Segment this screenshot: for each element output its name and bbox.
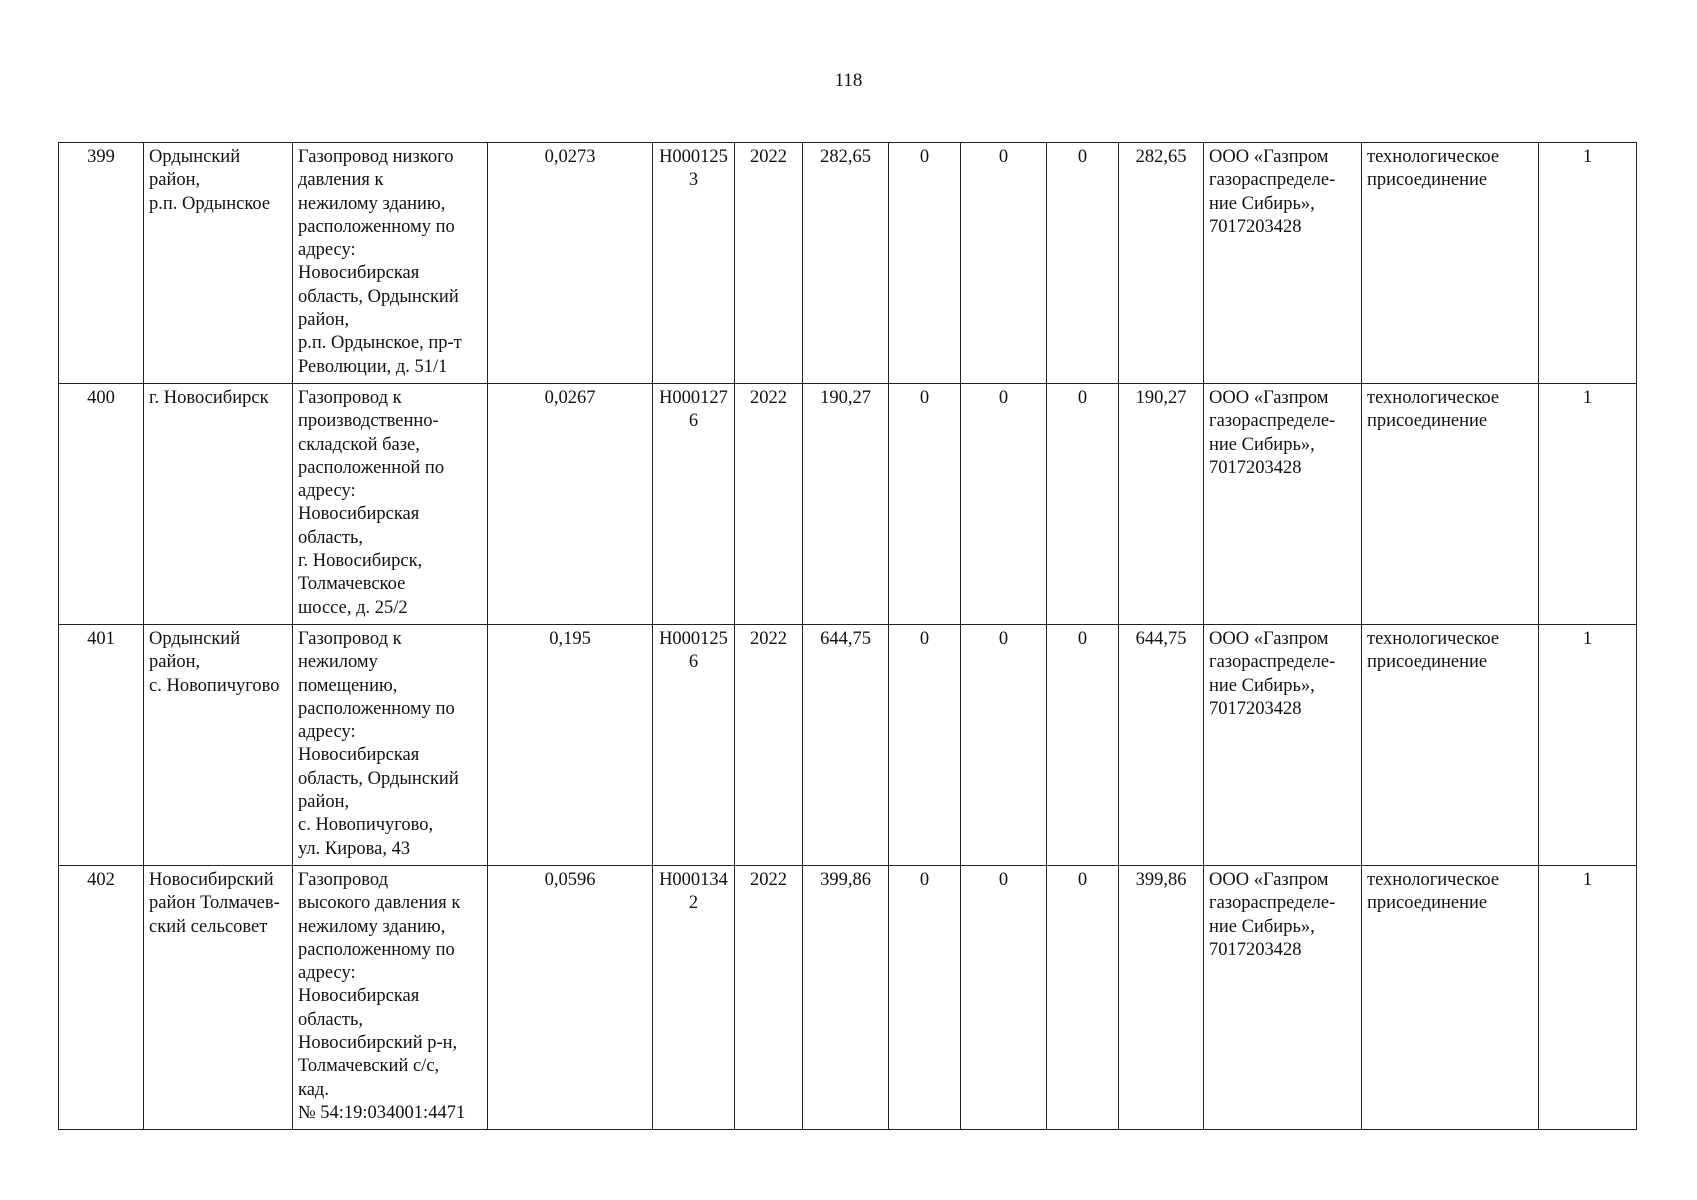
district-text: Новосибирский район Толмачев- ский сельсовет: [149, 869, 280, 937]
count-cell: 1: [1539, 143, 1637, 384]
object-cell: [293, 383, 488, 624]
object-text: Газопровод к нежилому помещению, расположенному по адресу: Новосибирская область, Ордынский район, с. Новопичугово, ул. Кирова, 43: [298, 628, 459, 859]
district-cell: [144, 143, 293, 384]
object-cell: [293, 143, 488, 384]
object-cell: [293, 865, 488, 1129]
district-text: Ордынский район, р.п. Ордынское: [149, 147, 271, 214]
year-cell: 2022: [735, 624, 803, 865]
table-row: [59, 383, 1637, 624]
value-1-cell: 0: [889, 865, 961, 1129]
total-cell: 282,65: [803, 143, 889, 384]
count-cell: 1: [1539, 383, 1637, 624]
length-cell: 0,195: [488, 624, 653, 865]
total-cell: 644,75: [803, 624, 889, 865]
row-number: 399: [59, 143, 144, 384]
row-number: 400: [59, 383, 144, 624]
district-cell: [144, 383, 293, 624]
registry-table: [58, 142, 1637, 1130]
organization-text: ООО «Газпром газораспределе- ние Сибирь», 7017203428: [1209, 147, 1336, 237]
object-text: Газопровод к производственно- складской базе, расположенной по адресу: Новосибирская область, г. Новосибирск, Толмачевское шоссе, д. 25/2: [298, 387, 445, 618]
sum-cell: 282,65: [1119, 143, 1204, 384]
basis-text: технологическое присоединение: [1367, 869, 1500, 914]
length-cell: 0,0267: [488, 383, 653, 624]
year-cell: 2022: [735, 865, 803, 1129]
district-cell: [144, 624, 293, 865]
basis-cell: [1362, 143, 1539, 384]
district-cell: [144, 865, 293, 1129]
value-3-cell: 0: [1047, 624, 1119, 865]
basis-text: технологическое присоединение: [1367, 628, 1500, 673]
value-1-cell: 0: [889, 624, 961, 865]
count-cell: 1: [1539, 624, 1637, 865]
sum-cell: 644,75: [1119, 624, 1204, 865]
district-text: Ордынский район, с. Новопичугово: [149, 628, 280, 696]
object-text: Газопровод низкого давления к нежилому зданию, расположенному по адресу: Новосибирская область, Ордынский район, р.п. Ордынское, пр-т Революции, д. 51/1: [298, 147, 462, 377]
organization-cell: [1204, 143, 1362, 384]
table-row: [59, 865, 1637, 1129]
year-cell: 2022: [735, 383, 803, 624]
count-cell: 1: [1539, 865, 1637, 1129]
code-cell: Н0001256: [653, 624, 735, 865]
district-text: г. Новосибирск: [149, 387, 269, 408]
value-3-cell: 0: [1047, 383, 1119, 624]
registry-body: [59, 143, 1637, 1130]
table-row: [59, 624, 1637, 865]
organization-text: ООО «Газпром газораспределе- ние Сибирь», 7017203428: [1209, 387, 1336, 478]
basis-cell: [1362, 383, 1539, 624]
organization-cell: [1204, 383, 1362, 624]
value-1-cell: 0: [889, 383, 961, 624]
value-3-cell: 0: [1047, 143, 1119, 384]
basis-cell: [1362, 865, 1539, 1129]
table-row: [59, 143, 1637, 384]
value-2-cell: 0: [961, 143, 1047, 384]
code-cell: Н0001276: [653, 383, 735, 624]
value-2-cell: 0: [961, 865, 1047, 1129]
organization-text: ООО «Газпром газораспределе- ние Сибирь», 7017203428: [1209, 628, 1336, 719]
row-number: 401: [59, 624, 144, 865]
value-3-cell: 0: [1047, 865, 1119, 1129]
basis-text: технологическое присоединение: [1367, 387, 1500, 432]
year-cell: 2022: [735, 143, 803, 384]
basis-text: технологическое присоединение: [1367, 147, 1500, 191]
object-cell: [293, 624, 488, 865]
length-cell: 0,0596: [488, 865, 653, 1129]
length-cell: 0,0273: [488, 143, 653, 384]
sum-cell: 399,86: [1119, 865, 1204, 1129]
page-number: 118: [834, 70, 863, 91]
organization-cell: [1204, 865, 1362, 1129]
value-2-cell: 0: [961, 624, 1047, 865]
organization-cell: [1204, 624, 1362, 865]
organization-text: ООО «Газпром газораспределе- ние Сибирь», 7017203428: [1209, 869, 1336, 960]
value-2-cell: 0: [961, 383, 1047, 624]
code-cell: Н0001253: [653, 143, 735, 384]
total-cell: 190,27: [803, 383, 889, 624]
value-1-cell: 0: [889, 143, 961, 384]
total-cell: 399,86: [803, 865, 889, 1129]
row-number: 402: [59, 865, 144, 1129]
sum-cell: 190,27: [1119, 383, 1204, 624]
basis-cell: [1362, 624, 1539, 865]
code-cell: Н0001342: [653, 865, 735, 1129]
object-text: Газопровод высокого давления к нежилому зданию, расположенному по адресу: Новосибирская область, Новосибирский р-н, Толмачевский с/с, кад. № 54:19:034001:4471: [298, 869, 466, 1123]
